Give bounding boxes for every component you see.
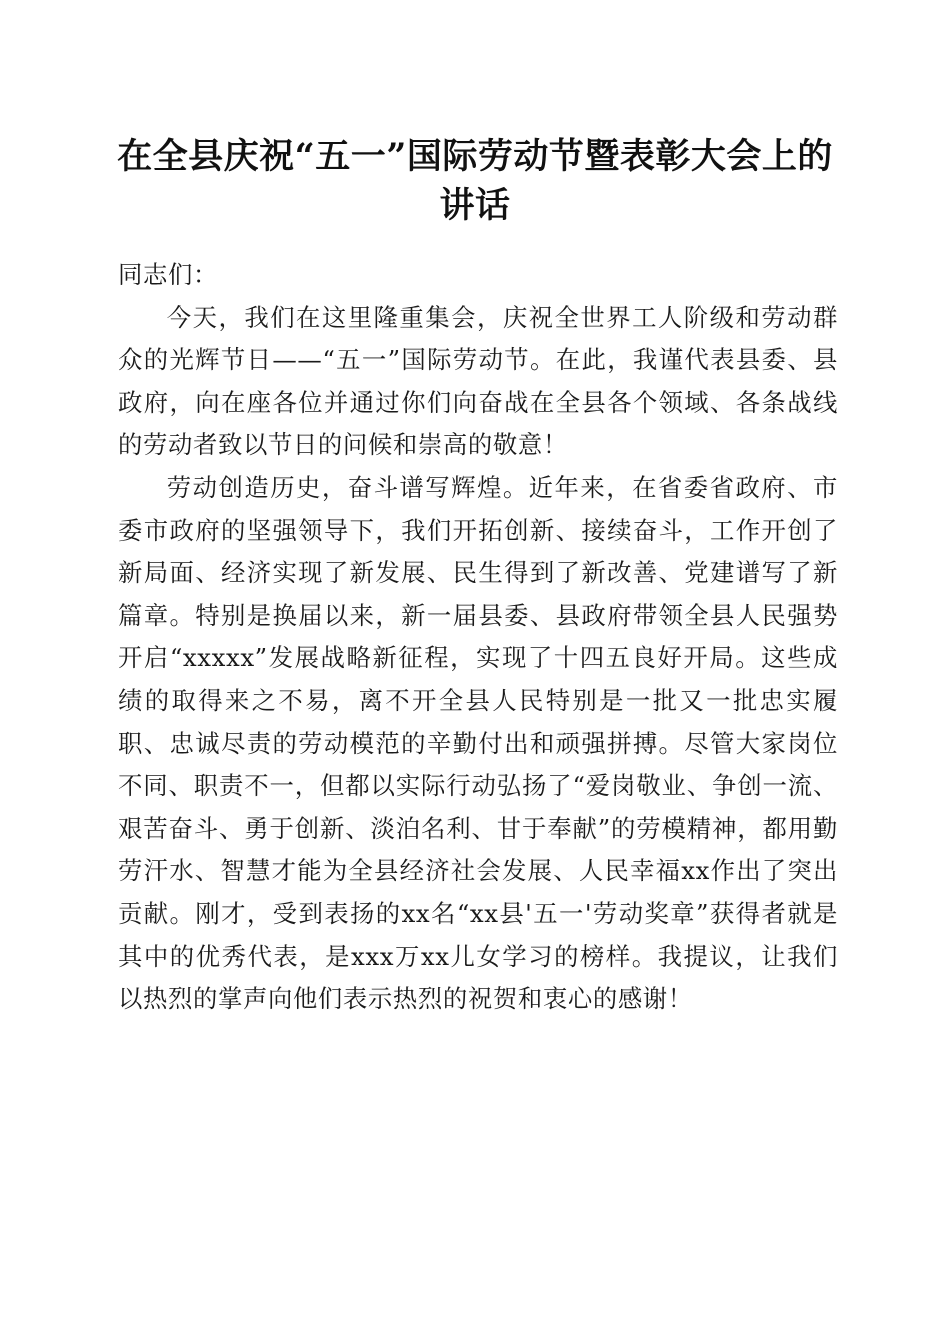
document-body [118,254,838,1021]
paragraph-achievements: 劳动创造历史，奋斗谱写辉煌。近年来，在省委省政府、市委市政府的坚强领导下，我们开拓创新、接续奋斗，工作开创了新局面、经济实现了新发展、民生得到了新改善、党建谱写了新篇章。特别是换届以来，新一届县委、县政府带领全县人民强势开启“xxxxx”发展战略新征程，实现了十四五良好开局。这些成绩的取得来之不易，离不开全县人民特别是一批又一批忠实履职、忠诚尽责的劳动模范的辛勤付出和顽强拼搏。尽管大家岗位不同、职责不一，但都以实际行动弘扬了“爱岗敬业、争创一流、艰苦奋斗、勇于创新、淡泊名利、甘于奉献”的劳模精神，都用勤劳汗水、智慧才能为全县经济社会发展、人民幸福xx作出了突出贡献。刚才，受到表扬的xx名“xx县'五一'劳动奖章”获得者就是其中的优秀代表，是xxx万xx儿女学习的榜样。我提议，让我们以热烈的掌声向他们表示热烈的祝贺和衷心的感谢！ [118,472,838,1014]
document-title: 在全县庆祝“五一”国际劳动节暨表彰大会上的讲话 [117,136,833,226]
paragraph-opening: 今天，我们在这里隆重集会，庆祝全世界工人阶级和劳动群众的光辉节日——“五一”国际劳动节。在此，我谨代表县委、县政府，向在座各位并通过你们向奋战在全县各个领域、各条战线的劳动者致以节日的问候和崇高的敬意！ [118,302,838,460]
salutation: 同志们： [118,260,218,289]
